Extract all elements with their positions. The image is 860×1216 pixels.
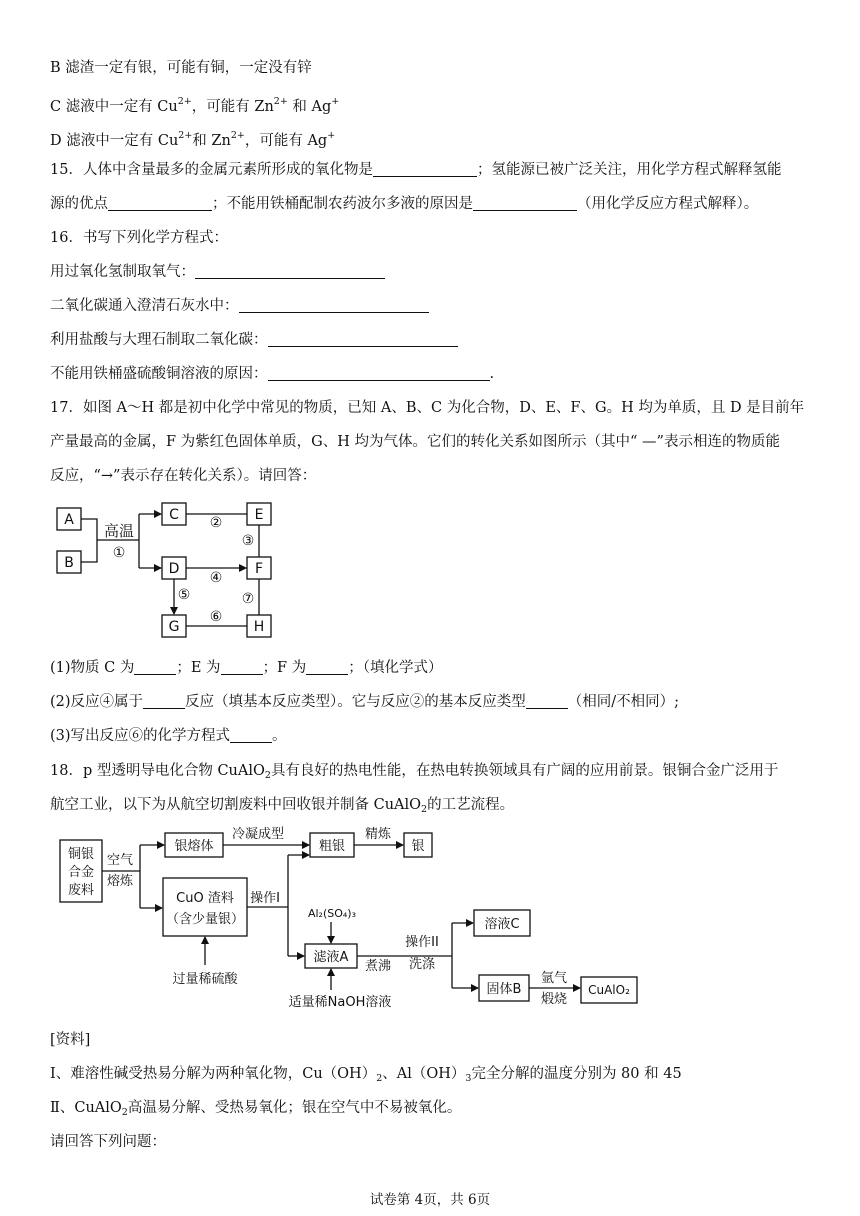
option-c: C 滤液中一定有 $Cu^{2+}$，可能有 $Zn^{2+}$ 和 Ag+ — [50, 96, 340, 115]
node-b: B — [64, 555, 74, 571]
q18-ask: 请回答下列问题： — [50, 1134, 166, 1150]
reaction-6: ⑥ — [209, 609, 223, 625]
q16-title: 16．书写下列化学方程式： — [50, 230, 228, 246]
scrap-label-3: 废料 — [67, 883, 95, 898]
product-label: CuAlO₂ — [588, 983, 630, 997]
info-item2: Ⅱ、CuAlO$_2$高温易分解、受热易氧化；银在空气中不易被氧化。 — [50, 1100, 462, 1118]
option-b: B 滤渣一定有银，可能有铜，一定没有锌 — [50, 60, 312, 76]
silver-melt-label: 银熔体 — [174, 839, 214, 854]
node-g: G — [168, 619, 180, 635]
q17-line2: 产量最高的金属，F 为紫红色固体单质，G、H 均为气体。它们的转化关系如图所示（其中“ —”表示相连的物质能 — [50, 434, 780, 450]
q17-sub1: (1)物质 C 为 ；E 为 ；F 为 ；（填化学式） — [50, 660, 443, 676]
option-d: D 滤液中一定有 $Cu^{2+}$和 $Zn^{2+}$，可能有 Ag+ — [50, 130, 336, 149]
refine-label: 精炼 — [364, 827, 392, 842]
excess-acid-label: 过量稀硫酸 — [172, 972, 238, 987]
q16-item3: 利用盐酸与大理石制取二氧化碳： — [50, 330, 458, 350]
argon-label: 氩气 — [540, 971, 568, 986]
scrap-label-1: 铜银 — [67, 847, 95, 862]
q17-line1: 17．如图 A～H 都是初中化学中常见的物质，已知 A、B、C 为化合物，D、E、F、G。H 均为单质，且 D 是目前年 — [50, 400, 805, 416]
calcine-label: 煅烧 — [540, 992, 568, 1007]
air-label: 空气 — [106, 853, 134, 868]
solid-b-label: 固体B — [486, 982, 522, 997]
naoh-label: 适量稀NaOH溶液 — [288, 995, 392, 1010]
reaction-4: ④ — [209, 570, 223, 586]
node-a: A — [64, 512, 74, 528]
info-item1: I、难溶性碱受热易分解为两种氧化物，$Cu(OH)_2$、$Al(OH)_3$完全分解的温度分别为 80 和 45 — [50, 1066, 682, 1084]
node-d: D — [168, 561, 180, 577]
operation1-label: 操作I — [250, 891, 280, 906]
q18-line2: 航空工业，以下为从航空切割废料中回收银并制备 CuAlO$_2$的工艺流程。 — [50, 797, 515, 815]
operation2-label: 操作II — [405, 935, 439, 950]
silver-label: 银 — [411, 839, 425, 854]
node-c: C — [169, 507, 179, 523]
q17-sub3: (3)写出反应⑥的化学方程式 。 — [50, 728, 287, 744]
q15-line1: 15．人体中含量最多的金属元素所形成的氧化物是 ；氢能源已被广泛关注，用化学方程式解释氢能 — [50, 162, 782, 178]
cuo-residue-box — [163, 878, 247, 936]
solution-c-label: 溶液C — [484, 917, 520, 932]
q16-item2: 二氧化碳通入澄清石灰水中： — [50, 296, 429, 316]
reaction-7: ⑦ — [241, 591, 255, 607]
reaction-2: ② — [209, 515, 223, 531]
cuo-residue-note: （含少量银） — [165, 912, 245, 927]
page-footer: 试卷第 4页，共 6页 — [369, 1192, 491, 1208]
info-title: [资料] — [50, 1032, 91, 1048]
node-e: E — [254, 507, 264, 523]
smelt-label: 熔炼 — [106, 874, 134, 889]
cuo-residue-label: CuO 渣料 — [176, 891, 234, 906]
reaction-5: ⑤ — [177, 587, 191, 603]
q18-line1: 18．p 型透明导电化合物 CuAlO$_2$具有良好的热电性能，在热电转换领域具有广阔的应用前景。银铜合金广泛用于 — [50, 763, 779, 781]
q16-item1: 用过氧化氢制取氧气： — [50, 262, 385, 282]
condition-high-temp: 高温 — [103, 522, 135, 540]
cond-mold-label: 冷凝成型 — [231, 827, 285, 842]
crude-silver-label: 粗银 — [318, 839, 346, 854]
q15-line2: 源的优点 ；不能用铁桶配制农药波尔多液的原因是 （用化学反应方程式解释）。 — [50, 196, 759, 212]
q17-sub2: (2)反应④属于 反应（填基本反应类型）。它与反应②的基本反应类型 （相同/不相同）; — [50, 694, 680, 710]
wash-label: 洗涤 — [408, 957, 436, 972]
q16-item4: 不能用铁桶盛硫酸铜溶液的原因： . — [50, 366, 495, 382]
scrap-label-2: 合金 — [67, 865, 95, 880]
boil-label: 煮沸 — [364, 959, 392, 974]
filtrate-a-label: 滤液A — [313, 950, 349, 965]
al2so4-label: Al₂(SO₄)₃ — [307, 907, 357, 920]
node-f: F — [254, 561, 264, 577]
reaction-3: ③ — [241, 533, 255, 549]
q17-line3: 反应，“→”表示存在转化关系）。请回答： — [50, 468, 317, 484]
node-h: H — [253, 619, 265, 635]
reaction-1: ① — [112, 545, 126, 561]
